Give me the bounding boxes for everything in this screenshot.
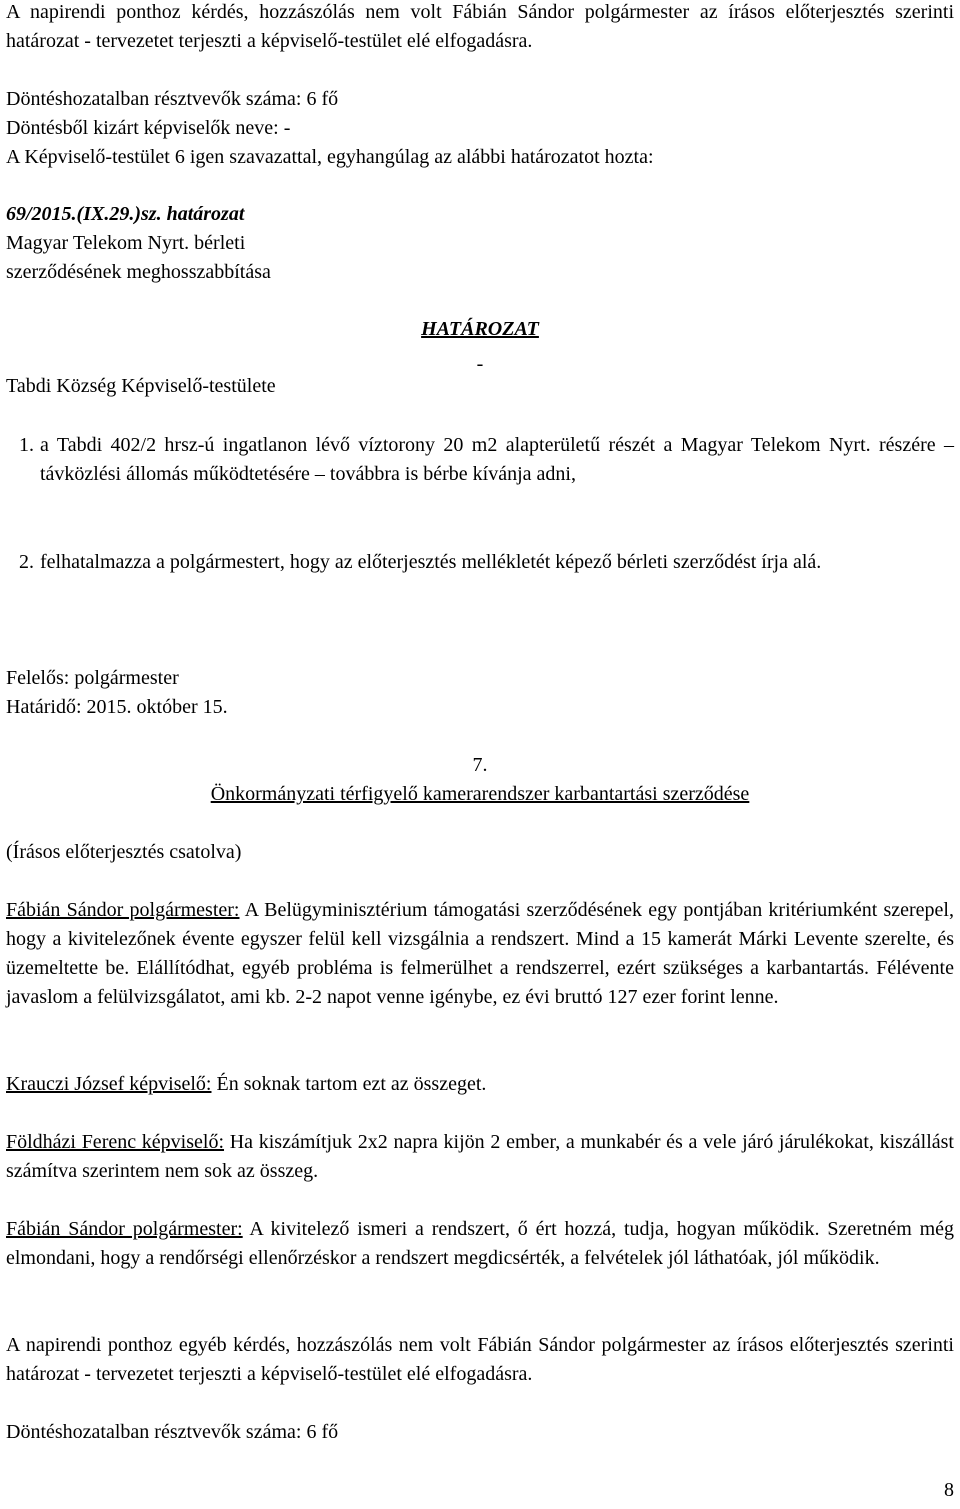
- speech-text: A Belügyminisztérium támogatási szerződésének egy pontjában kritériumként szerepel, hogy a kivitelezőnek évente egyszer felül kell vizsgálnia a rendszert. Mind a 15 kamerát Márki Levente szerelte, és üzemeltette be. Elállítódhat, egyéb probléma is felmerülhet a rendszerrel, ezért szükséges a karbantartás. Félévente javaslom a felülvizsgálatot, ami kb. 2-2 napot venne igénybe, ez évi bruttó 127 ezer forint lenne.: [6, 899, 954, 1008]
- resolution-subject-line1: Magyar Telekom Nyrt. bérleti: [6, 232, 246, 254]
- item-text: felhatalmazza a polgármestert, hogy az előterjesztés mellékletét képező bérleti szerződést írja alá.: [40, 551, 822, 573]
- speaker-name: Fábián Sándor polgármester:: [6, 1218, 243, 1240]
- speaker-name: Krauczi József képviselő:: [6, 1073, 212, 1095]
- resolution-body: Tabdi Község Képviselő-testülete: [6, 375, 276, 397]
- page-number: 8: [944, 1479, 954, 1501]
- speaker-name: Földházi Ferenc képviselő:: [6, 1131, 225, 1153]
- speech-1: [6, 896, 954, 1012]
- speech-text: A kivitelező ismeri a rendszert, ő ért hozzá, tudja, hogyan működik. Szeretném még elmondani, hogy a rendőrségi ellenőrzéskor a rendszert megdicsérték, a felvételek jól láthatóak, jól működik.: [6, 1218, 955, 1269]
- excluded-members: Döntésből kizárt képviselők neve: -: [6, 117, 291, 139]
- resolution-heading: HATÁROZAT: [421, 318, 539, 340]
- speech-2: [6, 1070, 954, 1099]
- resolution-item-2: [19, 548, 954, 577]
- resolution-subject-line2: szerződésének meghosszabbítása: [6, 261, 271, 283]
- item-text: a Tabdi 402/2 hrsz-ú ingatlanon lévő víztorony 20 m2 alapterületű részét a Magyar Telekom Nyrt. részére – távközlési állomás működtetésére – továbbra is bérbe kívánja adni,: [40, 434, 954, 485]
- attachment-note: (Írásos előterjesztés csatolva): [6, 841, 242, 863]
- section-title: Önkormányzati térfigyelő kamerarendszer karbantartási szerződése: [210, 783, 750, 805]
- resolution-dash: -: [476, 353, 484, 375]
- speech-3: [6, 1128, 954, 1186]
- speech-text: Én soknak tartom ezt az összeget.: [211, 1073, 487, 1095]
- closing-paragraph: A napirendi ponthoz egyéb kérdés, hozzászólás nem volt Fábián Sándor polgármester az írásos előterjesztés szerinti határozat - tervezetet terjeszti a képviselő-testület elé elfogadásra.: [6, 1334, 954, 1385]
- item-number: 1.: [19, 434, 34, 456]
- participants-count: Döntéshozatalban résztvevők száma: 6 fő: [6, 88, 339, 110]
- speaker-name: Fábián Sándor polgármester:: [6, 899, 240, 921]
- deadline: Határidő: 2015. október 15.: [6, 696, 228, 718]
- speech-4: [6, 1215, 954, 1273]
- intro-paragraph: A napirendi ponthoz kérdés, hozzászólás nem volt Fábián Sándor polgármester az írásos előterjesztés szerinti határozat - tervezetet terjeszti a képviselő-testület elé elfogadásra.: [6, 1, 954, 52]
- closing-participants: Döntéshozatalban résztvevők száma: 6 fő: [6, 1421, 339, 1443]
- speech-text: Ha kiszámítjuk 2x2 napra kijön 2 ember, a munkabér és a vele járó járulékokat, kiszállást számítva szerintem nem sok az összeg.: [6, 1131, 954, 1182]
- vote-result: A Képviselő-testület 6 igen szavazattal, egyhangúlag az alábbi határozatot hozta:: [6, 146, 654, 168]
- section-number: 7.: [472, 754, 488, 776]
- responsible: Felelős: polgármester: [6, 667, 179, 689]
- resolution-item-1: [19, 431, 954, 489]
- item-number: 2.: [19, 551, 34, 573]
- resolution-number: 69/2015.(IX.29.)sz. határozat: [6, 203, 245, 225]
